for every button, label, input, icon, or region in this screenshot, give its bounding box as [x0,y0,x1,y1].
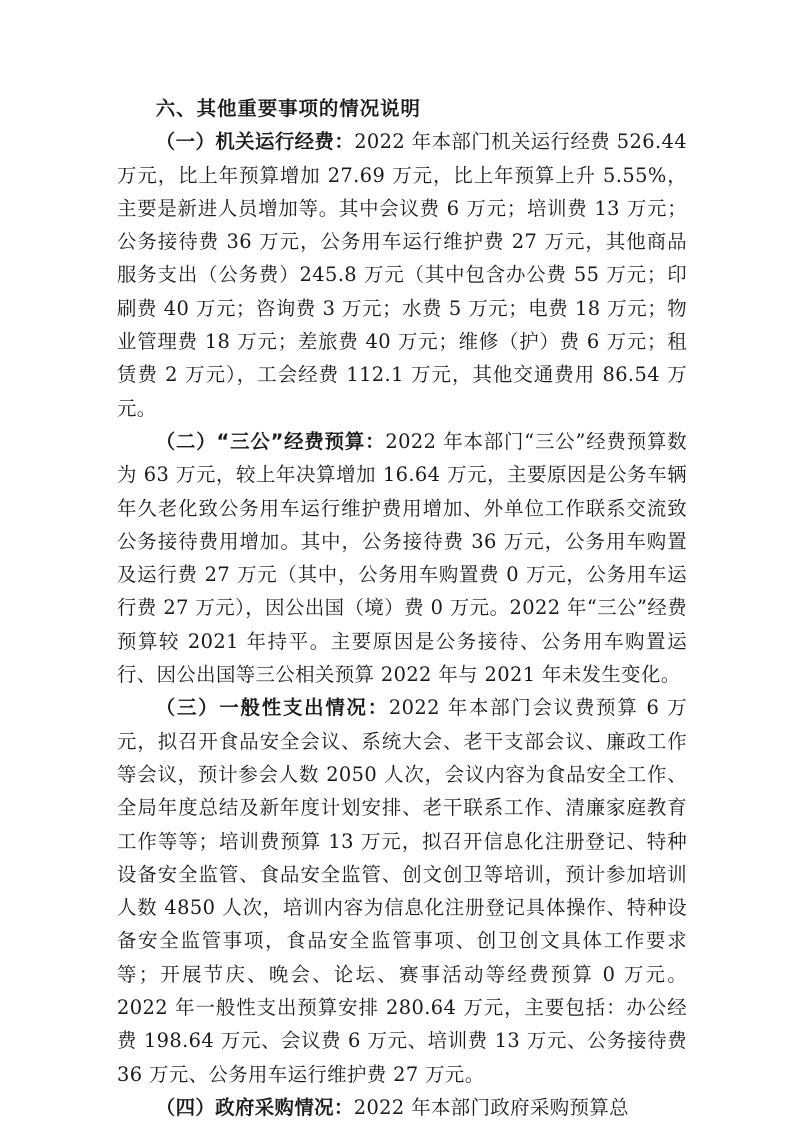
section-heading: 六、其他重要事项的情况说明 [155,97,421,120]
paragraph-lead: （二）“三公”经费预算： [155,429,386,453]
paragraph-three-public-funds [117,425,687,691]
paragraph-lead: （四）政府采购情况： [155,1095,354,1119]
paragraph-general-expenditure [117,691,687,1091]
paragraph-text: 2022 年本部门会议费预算 6 万元，拟召开食品安全会议、系统大会、老干支部会议、廉政工作等会议，预计参会人数 2050 人次，会议内容为食品安全工作、全局年度总结及新年度计划安排、老干联系工作、清廉家庭教育工作等等；培训费预算 13 万元，拟召开信息化注册登记、特种设备安全监管、食品安全监管、创文创卫等培训，预计参加培训人数 4850 人次，培训内容为信息化注册登记具体操作、特种设备安全监管事项，食品安全监管事项、创卫创文具体工作要求等；开展节庆、晚会、论坛、赛事活动等经费预算 0 万元。2022 年一般性支出预算安排 280.64 万元，主要包括：办公经费 198.64 万元、会议费 6 万元、培训费 13 万元、公务接待费 36 万元、公务用车运行维护费 27 万元。 [117,696,687,1086]
paragraph-lead: （一）机关运行经费： [155,130,355,154]
paragraph-text: 2022 年本部门“三公”经费预算数为 63 万元，较上年决算增加 16.64 万元，主要原因是公务车辆年久老化致公务用车运行维护费用增加、外单位工作联系交流致公务接待费用增加。其中，公务接待费 36 万元，公务用车购置及运行费 27 万元（其中，公务用车购置费 0 万元，公务用车运行费 27 万元），因公出国（境）费 0 万元。2022 年“三公”经费预算较 2021 年持平。主要原因是公务接待、公务用车购置运行、因公出国等三公相关预算 2022 年与 2021 年未发生变化。 [117,429,687,687]
document-body [117,92,687,1124]
paragraph-government-procurement [117,1091,687,1124]
paragraph-lead: （三）一般性支出情况： [155,696,389,720]
paragraph-operating-funds [117,125,687,425]
paragraph-text: 2022 年本部门机关运行经费 526.44 万元，比上年预算增加 27.69 万元，比上年预算上升 5.55%，主要是新进人员增加等。其中会议费 6 万元；培训费 13 万元；公务接待费 36 万元，公务用车运行维护费 27 万元，其他商品服务支出（公务费）245.8 万元（其中包含办公费 55 万元；印刷费 40 万元；咨询费 3 万元；水费 5 万元；电费 18 万元；物业管理费 18 万元；差旅费 40 万元；维修（护）费 6 万元；租赁费 2 万元），工会经费 112.1 万元，其他交通费用 86.54 万元。 [117,130,688,420]
paragraph-text: 2022 年本部门政府采购预算总 [353,1095,629,1119]
